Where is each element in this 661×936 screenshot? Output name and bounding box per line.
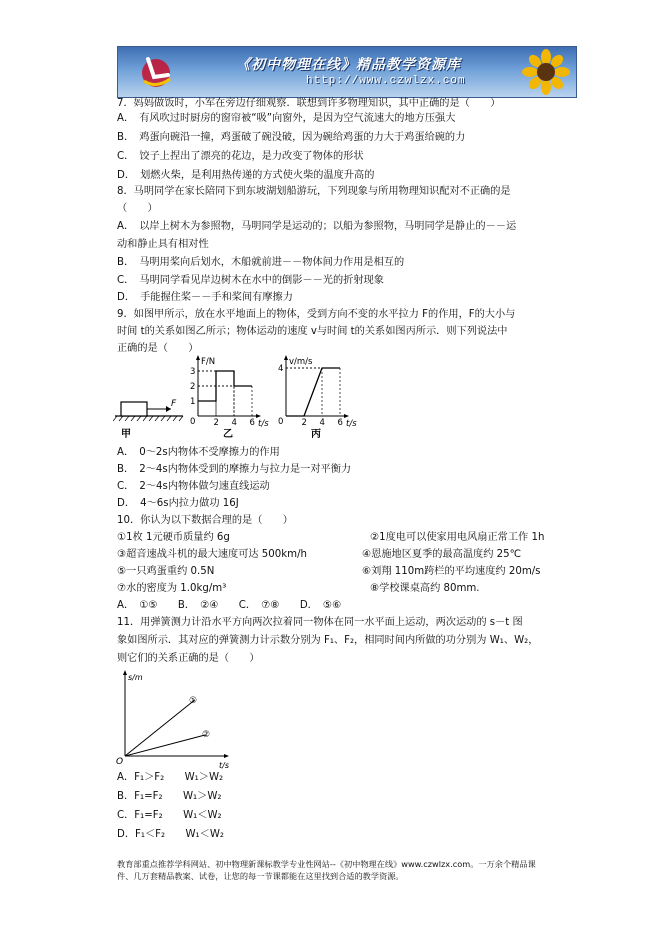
q8-stem-cont: （ ）: [117, 203, 158, 214]
q7-option-b: B． 鸡蛋向碗沿一撞，鸡蛋破了碗没破，因为碗给鸡蛋的力大于鸡蛋给碗的力: [117, 132, 466, 143]
q11-option-b: B．F₁=F₂ W₁＞W₂: [117, 791, 222, 802]
bing-x-tick: 2: [301, 418, 307, 428]
q8-option-c: C． 马明同学看见岸边树木在水中的倒影－－光的折射现象: [117, 275, 384, 286]
q10-item-6: ⑥刘翔 110m跨栏的平均速度约 20m/s: [362, 566, 541, 577]
q11-option-c: C．F₁=F₂ W₁＜W₂: [117, 810, 222, 821]
q9-option-b: B． 2～4s内物体受到的摩擦力与拉力是一对平衡力: [117, 464, 352, 475]
caption-jia: 甲: [121, 429, 131, 440]
q8-option-d: D． 手能握住桨－－手和桨间有摩擦力: [117, 292, 293, 303]
q9-stem-cont2: 正确的是（ ）: [117, 343, 199, 354]
banner-url[interactable]: http://www.czwlzx.com: [306, 75, 466, 87]
q8-option-a: A． 以岸上树木为参照物，马明同学是运动的；以船为参照物，马明同学是静止的－－运: [117, 221, 517, 232]
q10-item-1: ①1枚 1元硬币质量约 6g: [117, 532, 230, 543]
yi-x-axis-label: t/s: [258, 419, 269, 429]
yi-x-tick: 2: [213, 418, 219, 428]
q11-series-line-2: [125, 735, 205, 756]
header-banner: [117, 46, 577, 98]
site-logo-icon: [138, 53, 174, 89]
q11-stem: 11．用弹簧测力计沿水平方向两次拉着同一物体在同一水平面上运动，两次运动的 s－t 图: [117, 617, 523, 628]
bing-series-line: [286, 368, 340, 416]
bing-y-axis-label: v/m/s: [289, 357, 313, 367]
q10-stem: 10．你认为以下数据合理的是（ ）: [117, 515, 293, 526]
force-label: F: [171, 399, 177, 409]
q9-option-a: A． 0～2s内物体不受摩擦力的作用: [117, 447, 280, 458]
q11-stem-cont: 象如图所示．其对应的弹簧测力计示数分别为 F₁、F₂，相同时间内所做的功分别为 W₁、W₂，: [117, 635, 539, 646]
figure-jia: [113, 399, 183, 440]
q8-option-b: B． 马明用桨向后划水，木船就前进－－物体间力作用是相互的: [117, 257, 405, 268]
bing-x-tick: 6: [337, 418, 343, 428]
q8-option-a-cont: 动和静止具有相对性: [117, 239, 209, 250]
yi-x-tick: 4: [231, 418, 237, 428]
yi-y-tick: 1: [190, 397, 196, 407]
q11-option-a: A．F₁＞F₂ W₁＞W₂: [117, 772, 224, 783]
q9-option-d: D． 4～6s内拉力做功 16J: [117, 498, 239, 509]
q7-option-a: A． 有风吹过时厨房的窗帘被“吸”向窗外，是因为空气流速大的地方压强大: [117, 113, 456, 124]
bing-y-tick: 4: [278, 364, 284, 374]
q8-stem: 8．马明同学在家长陪同下到东坡湖划船游玩，下列现象与所用物理知识配对不正确的是: [117, 186, 511, 197]
page-footer: 教育部重点推荐学科网站、初中物理新课标教学专业性网站--《初中物理在线》www.czwlzx.com。一万余个精品课件、几万套精品教案、试卷，让您的每一节课都能在这里找到合适的教学资源。: [117, 859, 536, 881]
q10-item-4: ④恩施地区夏季的最高温度约 25℃: [362, 549, 522, 560]
q11-origin: O: [116, 757, 124, 767]
q11-line2-label: ②: [202, 730, 211, 740]
q10-item-8: ⑧学校课桌高约 80mm.: [370, 583, 480, 594]
bing-origin: 0: [278, 417, 284, 427]
q9-figures: [113, 355, 363, 445]
q11-option-d: D．F₁＜F₂ W₁＜W₂: [117, 829, 224, 840]
q9-stem: 9．如图甲所示，放在水平地面上的物体，受到方向不变的水平拉力 F的作用，F的大小与: [117, 309, 516, 320]
q11-stem-cont2: 则它们的关系正确的是（ ）: [117, 653, 260, 664]
q11-x-axis-label: t/s: [219, 761, 229, 770]
q11-series-line-1: [125, 700, 195, 756]
q11-y-axis-label: s/m: [128, 673, 143, 682]
banner-title: 《初中物理在线》精品教学资源库: [236, 57, 461, 73]
bing-x-axis-label: t/s: [346, 419, 357, 429]
q11-figure: [113, 668, 233, 770]
yi-x-tick: 6: [249, 418, 255, 428]
q11-line1-label: ①: [189, 696, 198, 706]
q10-item-5: ⑤一只鸡蛋重约 0.5N: [117, 566, 215, 577]
yi-origin: 0: [190, 417, 196, 427]
sunflower-icon: [522, 49, 570, 95]
q7-option-c: C． 饺子上捏出了漂亮的花边，是力改变了物体的形状: [117, 151, 364, 162]
q10-item-2: ②1度电可以使家用电风扇正常工作 1h: [370, 532, 545, 543]
bing-x-tick: 4: [319, 418, 325, 428]
q7-option-d: D． 划燃火柴，是利用热传递的方式使火柴的温度升高的: [117, 170, 375, 181]
q9-option-c: C． 2～4s内物体做匀速直线运动: [117, 481, 270, 492]
q10-item-3: ③超音速战斗机的最大速度可达 500km/h: [117, 549, 307, 560]
caption-yi: 乙: [223, 429, 233, 440]
caption-bing: 丙: [311, 429, 321, 440]
q10-options: A． ①⑤ B． ②④ C． ⑦⑧ D． ⑤⑥: [117, 600, 342, 611]
q10-item-7: ⑦水的密度为 1.0kg/m³: [117, 583, 227, 594]
yi-y-axis-label: F/N: [201, 357, 216, 367]
block: [121, 402, 147, 416]
yi-y-tick: 2: [190, 382, 196, 392]
yi-y-tick: 3: [190, 367, 196, 377]
chart-yi: [190, 355, 269, 440]
q7-stem: 7．妈妈做饭时，小军在旁边仔细观察．联想到许多物理知识，其中正确的是（ ）: [117, 98, 501, 109]
q9-stem-cont: 时间 t的关系如图乙所示；物体运动的速度 v与时间 t的关系如图丙所示．则下列说法中: [117, 326, 508, 337]
chart-bing: [278, 355, 357, 440]
